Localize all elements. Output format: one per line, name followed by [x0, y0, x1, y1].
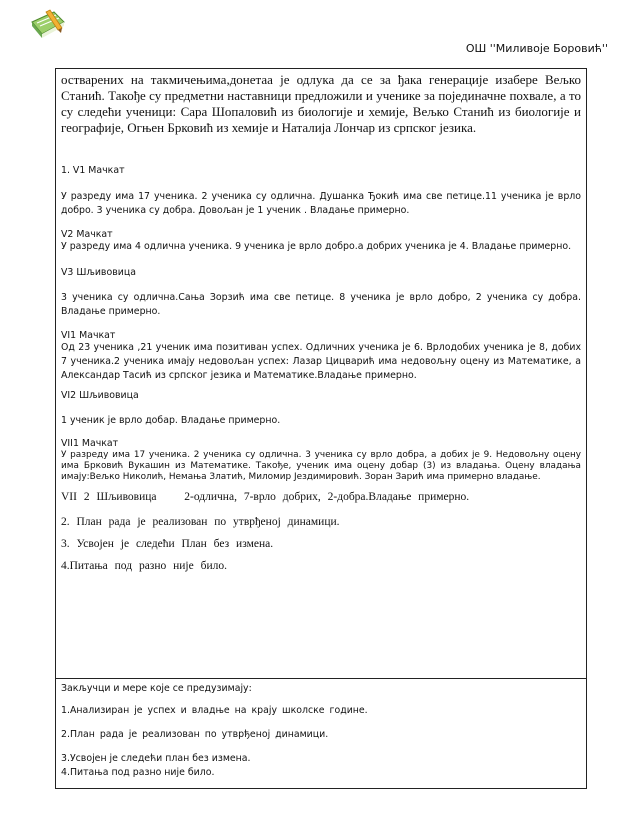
section-title: V3 Шљивовица: [61, 267, 136, 278]
vii2-body: 2-одлична, 7-врло добрих, 2-добра.Владање примерно.: [184, 491, 470, 503]
section-title: VI1 Мачкат: [61, 330, 116, 341]
school-name: ОШ ''Миливоје Боровић'': [465, 42, 608, 55]
intro-paragraph: остварених на такмичењима,донетаа је одлука да се за ђака генерације изабере Вељко Станић. Такође су предметни наставници предложили и ученике за појединачне похвале, а то су следећи ученици: Сара Шопаловић из биологије и хемије, Вељко Станић из биологије и географије, Огњен Брковић из хемије и Наталија Лончар из српског језика.: [61, 72, 581, 135]
section-body: У разреду има 17 ученика. 2 ученика су одлична. Душанка Ђокић има све петице.11 ученика је врло добро. 3 ученика су добра. Довољан је 1 ученик . Владање примерно.: [61, 191, 581, 216]
section-title: VII1 Мачкат: [61, 438, 119, 449]
section-title: V2 Мачкат: [61, 229, 113, 240]
section-body: Од 23 ученика ,21 ученик има позитиван успех. Одличних ученика је 6. Врлодобих ученика је 8, добих 7 ученика.2 ученика имају недовољан успех: Лазар Цицварић има недовољну оцену из Математике, а Александар Тасић из српског језика и Математике.Владање примерно.: [61, 342, 581, 381]
plan-item: 2. План рада је реализован по утврђеној динамици.: [61, 516, 340, 528]
conclusion-item: 1.Анализиран је успех и владње на крају школске године.: [61, 705, 368, 716]
plan-item: 3. Усвојен је следећи План без измена.: [61, 538, 274, 550]
report-main-section: [56, 69, 586, 679]
section-title: VI2 Шљивовица: [61, 390, 139, 401]
vii2-line: [61, 489, 581, 505]
section-body: У разреду има 17 ученика. 2 ученика су одлична. 3 ученика су врло добра, а добих је 9. Недовољну оцену има Брковић Вукашин из Математике. Такође, ученик има оцену добар (3) из владања. Оцену владања имају:Вељко Николић, Немања Златић, Миломир Јездимировић. Зоран Зарић има примерно владање.: [61, 450, 581, 482]
notebook-pencil-icon: [28, 8, 68, 42]
vii2-title: VII 2 Шљивовица: [61, 491, 157, 503]
conclusions-title: Закључци и мере које се предузимају:: [61, 683, 252, 694]
conclusion-item: 3.Усвојен је следећи план без измена.: [61, 753, 251, 764]
section-body: У разреду има 4 одлична ученика. 9 ученика је врло добро.а добрих ученика је 4. Владање примерно.: [61, 241, 572, 252]
section-body: 1 ученик је врло добар. Владање примерно.: [61, 415, 281, 426]
section-body: 3 ученика су одлична.Сања Зорзић има све петице. 8 ученика је врло добро, 2 ученика су добра. Владање примерно.: [61, 292, 581, 317]
conclusion-item: 4.Питања под разно није било.: [61, 767, 215, 778]
conclusions-section: [56, 678, 586, 788]
section-title: 1. V1 Мачкат: [61, 165, 125, 176]
conclusion-item: 2.План рада је реализован по утврђеној динамици.: [61, 729, 329, 740]
plan-item: 4.Питања под разно није било.: [61, 560, 227, 572]
report-frame: [55, 68, 587, 789]
